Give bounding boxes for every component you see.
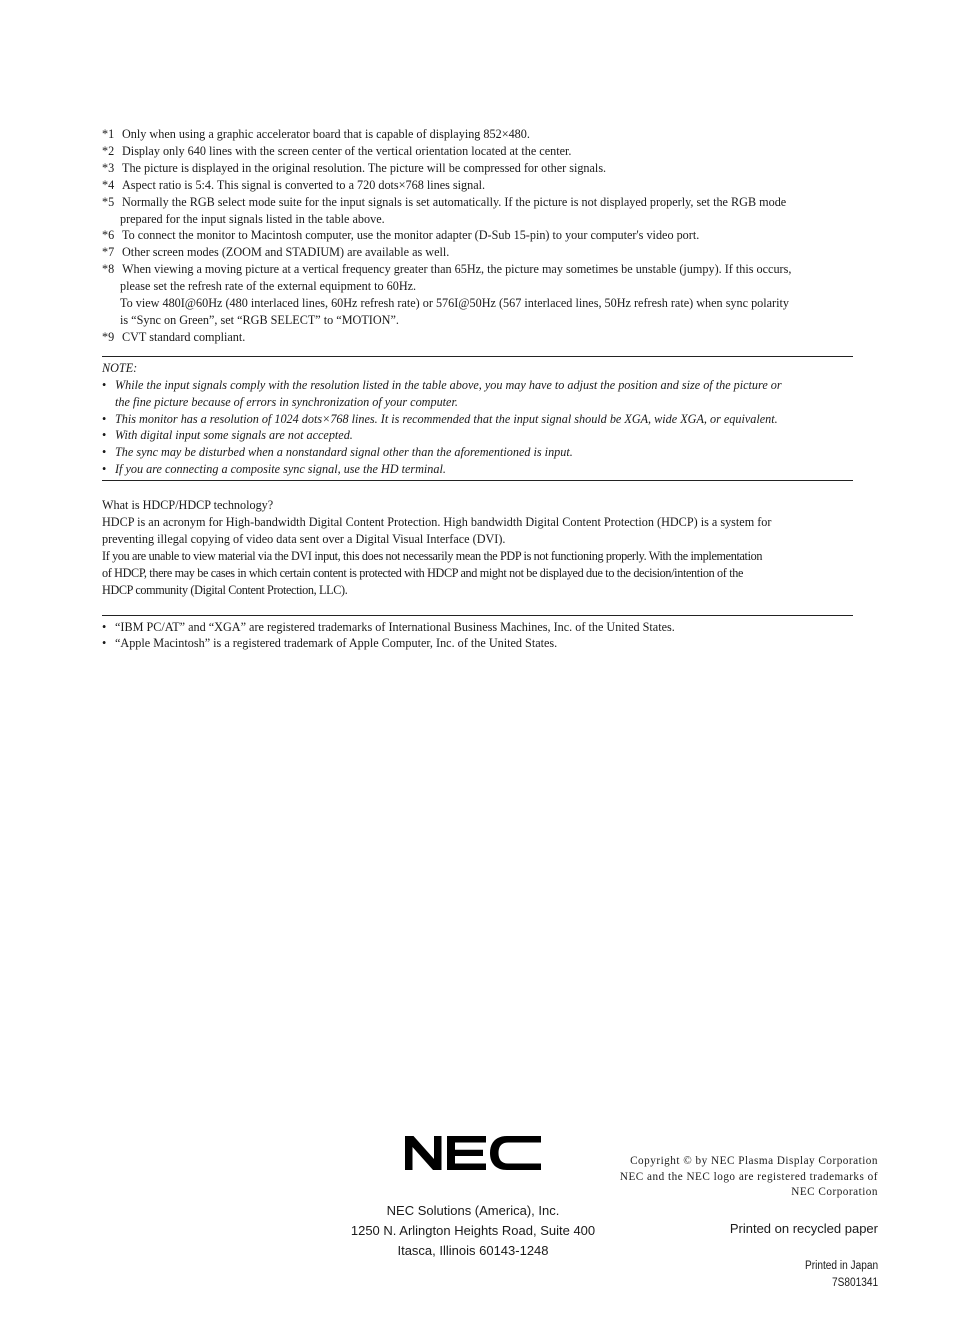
hdcp-section (102, 497, 853, 598)
bullet: • (102, 445, 107, 460)
note-item: • While the input signals comply with the resolution listed in the table above, you may have to adjust the position and size of the picture or the fine picture because of errors in synchronization of your computer. (102, 377, 782, 409)
bullet: • (102, 377, 107, 392)
footnote-8-continued: is “Sync on Green”, set “RGB SELECT” to “MOTION”. (120, 312, 399, 327)
hdcp-paragraph-1: HDCP is an acronym for High-bandwidth Digital Content Protection. High bandwidth Digital Content Protection (HDCP) is a system for preventing illegal copying of video data sent over a Digital Visual Interface (DVI). (102, 515, 772, 546)
manual-back-page (102, 126, 853, 652)
bullet: • (102, 462, 107, 477)
footnote-3: *3 The picture is displayed in the original resolution. The picture will be compressed for other signals. (102, 160, 607, 175)
nec-logo (404, 1134, 542, 1170)
footnote-4: *4 Aspect ratio is 5:4. This signal is converted to a 720 dots×768 lines signal. (102, 177, 486, 192)
note-item: • With digital input some signals are not accepted. (102, 428, 353, 443)
footnote-9: *9 CVT standard compliant. (102, 329, 246, 344)
footnote-5: *5 Normally the RGB select mode suite for the input signals is set automatically. If the picture is not displayed properly, set the RGB mode (102, 194, 787, 209)
note-item: • This monitor has a resolution of 1024 dots×768 lines. It is recommended that the input signal should be XGA, wide XGA, or equivalent. (102, 411, 778, 426)
note-title: NOTE: (102, 360, 138, 375)
nec-logo-letters (405, 1136, 541, 1170)
footnote-2: *2 Display only 640 lines with the screen center of the vertical orientation located at the center. (102, 143, 572, 158)
footnote-1: *1 Only when using a graphic accelerator board that is capable of displaying 852×480. (102, 127, 530, 141)
company-address: NEC Solutions (America), Inc. 1250 N. Arlington Heights Road, Suite 400 Itasca, Illinois 60143-1248 (350, 1203, 596, 1258)
footnote-8: *8 When viewing a moving picture at a vertical frequency greater than 65Hz, the picture may sometimes be unstable (jumpy). If this occurs, (102, 262, 792, 277)
trademark-item: • “Apple Macintosh” is a registered trademark of Apple Computer, Inc. of the United States. (102, 636, 558, 651)
note-box (102, 356, 853, 481)
footnote-7: *7 Other screen modes (ZOOM and STADIUM) are available as well. (102, 245, 450, 260)
print-info (805, 1258, 878, 1292)
hdcp-heading: What is HDCP/HDCP technology? (102, 498, 274, 513)
copyright-notice: Copyright © by NEC Plasma Display Corporation NEC and the NEC logo are registered trademarks of NEC Corporation (619, 1155, 878, 1199)
footnote-8-continued: please set the refresh rate of the external equipment to 60Hz. (120, 279, 417, 294)
recycled-paper-note: Printed on recycled paper (729, 1221, 878, 1236)
footnote-5-continued: prepared for the input signals listed in the table above. (120, 211, 385, 226)
note-item: • The sync may be disturbed when a nonstandard signal other than the aforementioned is input. (102, 445, 573, 460)
bullet: • (102, 636, 107, 651)
printed-in: Printed in Japan (804, 1260, 878, 1272)
trademark-item: • “IBM PC/AT” and “XGA” are registered trademarks of International Business Machines, Inc. of the United States. (102, 619, 675, 634)
footnotes (102, 126, 853, 346)
part-number: 7S801341 (831, 1277, 878, 1289)
footnote-6: *6 To connect the monitor to Macintosh computer, use the monitor adapter (D-Sub 15-pin) to your computer's video port. (102, 228, 700, 243)
footnote-8-continued: To view 480I@60Hz (480 interlaced lines, 60Hz refresh rate) or 576I@50Hz (567 interlaced lines, 50Hz refresh rate) when sync polarity (120, 296, 789, 311)
note-item: • If you are connecting a composite sync signal, use the HD terminal. (102, 462, 446, 477)
bullet: • (102, 619, 107, 634)
hdcp-paragraph-2: If you are unable to view material via the DVI input, this does not necessarily mean the PDP is not functioning properly. With the implementation of HDCP, there may be cases in which certain content is protected with HDCP and might not be displayed due to the decision/intention of the HDCP community (Digital Content Protection, LLC). (102, 548, 763, 597)
trademarks (102, 615, 853, 653)
bullet: • (102, 411, 107, 426)
bullet: • (102, 428, 107, 443)
